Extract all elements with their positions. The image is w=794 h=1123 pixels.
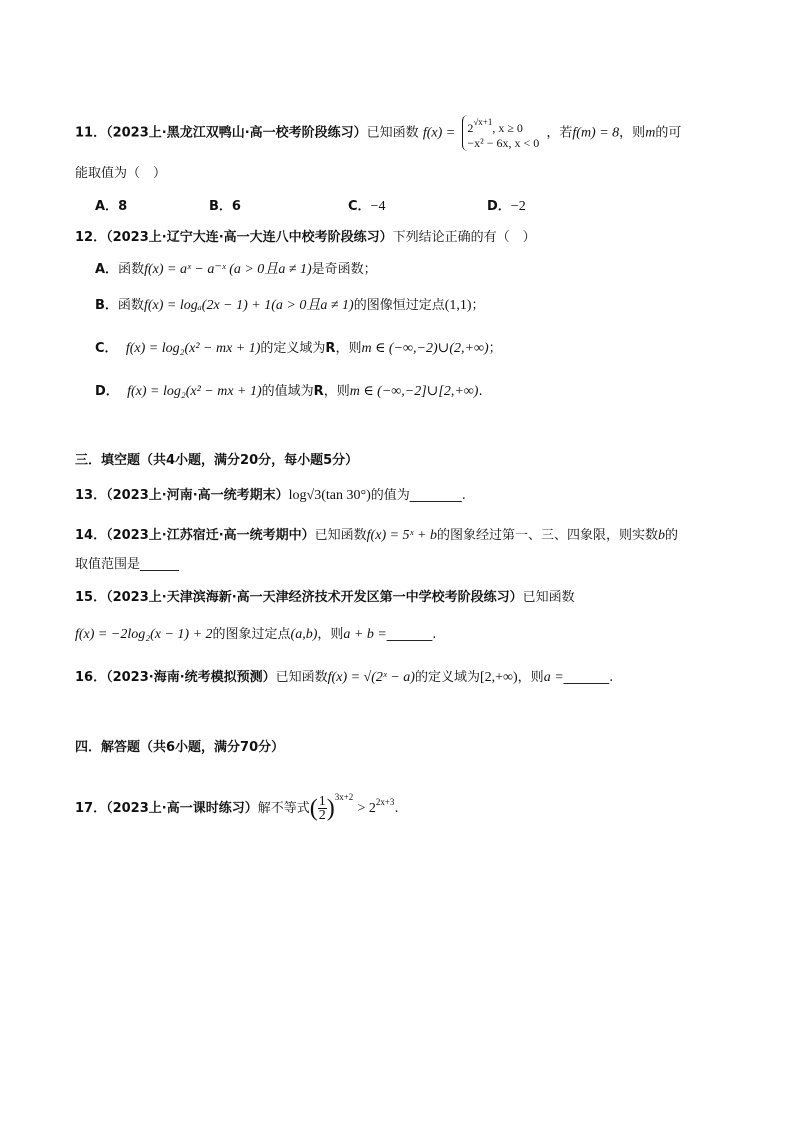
q11-source: （2023上·黑龙江双鸭山·高一校考阶段练习） [106, 125, 367, 141]
q17-gt: > 2 [357, 801, 376, 816]
q11-stem-e: 能取值为（ ） [75, 166, 167, 181]
q11-cond: f(m) = 8 [572, 125, 620, 141]
q15-blank: _______ [386, 627, 433, 642]
question-14: 14．（2023上·江苏宿迁·高一统考期中）已知函数f(x) = 5ˣ + b的图象经过第一、三、四象限，则实数b的 [75, 528, 678, 543]
q11-stem-d: 的可 [655, 125, 682, 141]
q17-fraction: $\frac{1}{2}$ [318, 794, 326, 823]
question-12 [75, 229, 536, 247]
q14-math: f(x) = 5ˣ + b [366, 528, 437, 543]
q11-option-d: D．−2 [487, 199, 526, 214]
question-16: 16．（2023·海南·统考模拟预测）已知函数f(x) = √(2ˣ − a)的定义域为[2,+∞)，则a =_______. [75, 670, 614, 685]
q12-option-a: A．函数f(x) = aˣ − a⁻ˣ (a > 0且a ≠ 1)是奇函数； [95, 262, 377, 277]
section-3-heading: 三．填空题（共4小题，满分20分，每小题5分） [75, 453, 359, 468]
q11-case1: $2^{√x+1}$, x ≥ 0 [467, 117, 523, 135]
question-11 [75, 115, 681, 151]
q11-number: 11． [75, 125, 107, 141]
q12-source: （2023上·辽宁大连·高一大连八中校考阶段练习） [106, 230, 393, 245]
q16-math: f(x) = √(2ˣ − a) [327, 670, 415, 685]
q11-option-a: A．8 [95, 199, 128, 214]
q11-piecewise [462, 115, 539, 151]
q13-math: log√3(tan 30°) [288, 488, 371, 503]
q11-stem-a: 已知函数 [366, 125, 419, 141]
q14-line-2: 取值范围是______ [75, 557, 180, 572]
q17-exp-left: 3x+2 [334, 792, 354, 802]
q17-exp-right: 2x+3 [375, 797, 395, 807]
q12-option-b: B．函数f(x) = logₐ(2x − 1) + 1(a > 0且a ≠ 1)的图像恒过定点(1,1)； [95, 298, 485, 313]
q14-blank: ______ [140, 557, 180, 572]
q11-case2: −x² − 6x, x < 0 [467, 136, 540, 150]
q12-option-d: D． f(x) = log₂(x² − mx + 1)的值域为R，则m ∈ (−∞,−2]∪[2,+∞). [95, 384, 483, 399]
q11-option-c: C．−4 [348, 199, 386, 214]
question-15: 15．（2023上·天津滨海新·高一天津经济技术开发区第一中学校考阶段练习）已知函数 [75, 590, 575, 605]
q11-func: f(x) = [422, 125, 456, 141]
q13-blank: ________ [409, 488, 462, 503]
q12-number: 12． [75, 230, 107, 245]
q12-stem: 下列结论正确的有（ ） [392, 230, 536, 245]
q15-line-2: f(x) = −2log₂(x − 1) + 2的图象过定点(a,b)，则a + b =_______. [75, 627, 437, 642]
q11-var: m [645, 125, 656, 141]
q11-option-b: B．6 [209, 199, 241, 214]
question-13: 13．（2023上·河南·高一统考期末）log√3(tan 30°)的值为________. [75, 488, 466, 503]
q15-math: f(x) = −2log₂(x − 1) + 2 [75, 627, 213, 642]
question-17: 17．（2023上·高一课时练习）解不等式( $\frac{1}{2}$ )$^{3x+2} > 2^{2x+3}$. [75, 792, 399, 823]
q11-stem-b: ，若 [546, 125, 573, 141]
q16-blank: _______ [563, 670, 610, 685]
q11-stem-c: ，则 [619, 125, 646, 141]
section-4-heading: 四．解答题（共6小题，满分70分） [75, 740, 285, 755]
q12-option-c: C． f(x) = log₂(x² − mx + 1)的定义域为R，则m ∈ (−∞,−2)∪(2,+∞)； [95, 341, 502, 356]
